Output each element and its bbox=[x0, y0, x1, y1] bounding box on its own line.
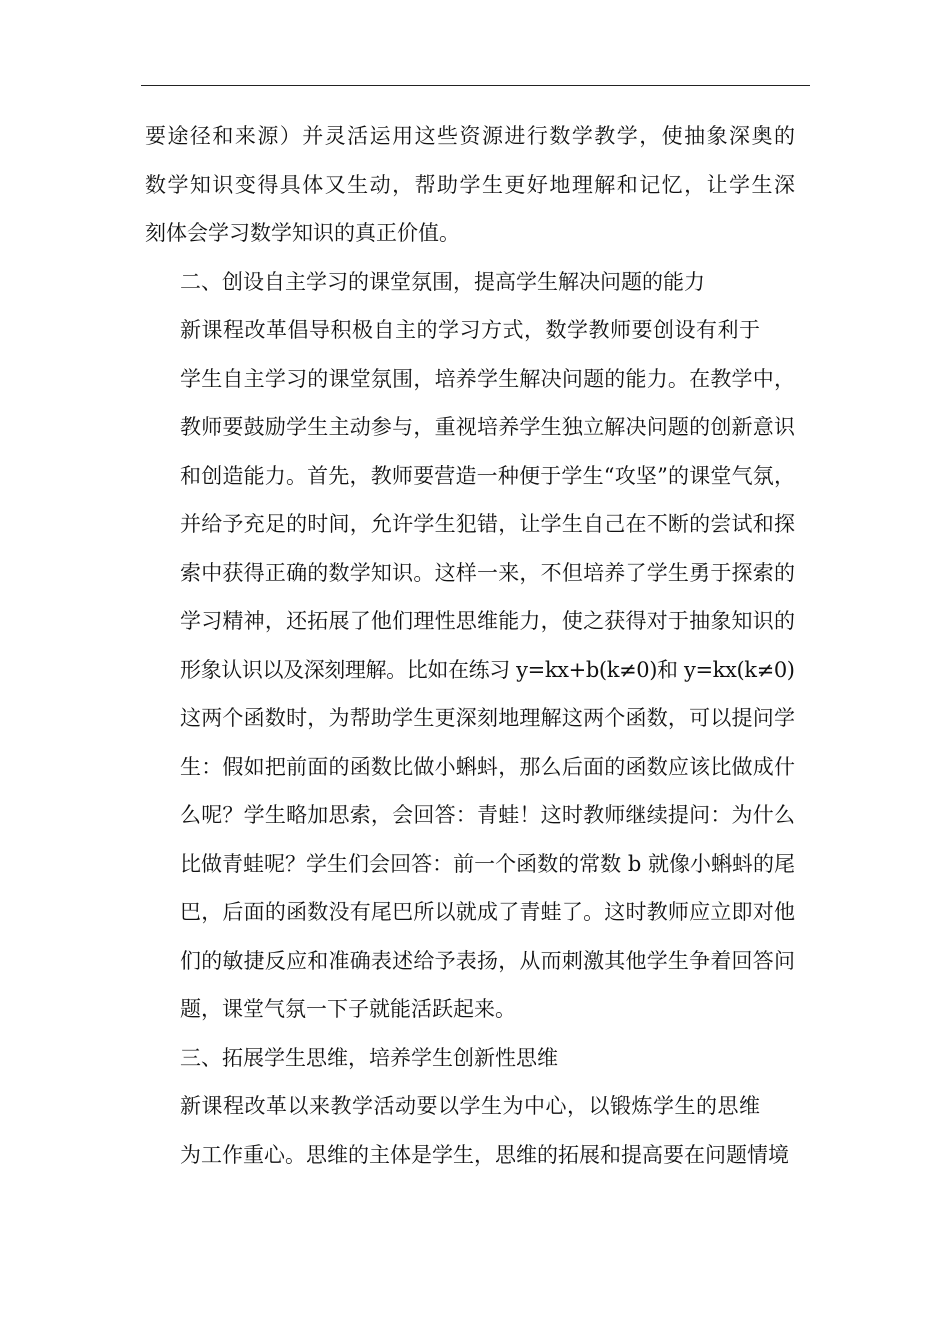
text-line: 新课程改革倡导积极自主的学习方式，数学教师要创设有利于 bbox=[180, 318, 761, 342]
text-line: 并给予充足的时间，允许学生犯错，让学生自己在不断的尝试和探 bbox=[180, 512, 796, 536]
text-line: 学生自主学习的课堂氛围，培养学生解决问题的能力。在教学中， bbox=[180, 366, 796, 391]
paragraph bbox=[145, 1082, 795, 1179]
section-heading bbox=[145, 1034, 795, 1083]
text-line: 学习精神，还拓展了他们理性思维能力，使之获得对于抽象知识的 bbox=[180, 609, 796, 633]
section-heading bbox=[145, 258, 795, 307]
text-line: 形象认识以及深刻理解。比如在练习 y=kx+b(k≠0)和 y=kx(k≠0) bbox=[180, 657, 795, 682]
text-line: 数学知识变得具体又生动，帮助学生更好地理解和记忆，让学生深 bbox=[145, 172, 797, 197]
text-line: 索中获得正确的数学知识。这样一来，不但培养了学生勇于探索的 bbox=[180, 560, 796, 585]
text-line: 刻体会学习数学知识的真正价值。 bbox=[145, 221, 460, 245]
text-line: 生：假如把前面的函数比做小蝌蚪，那么后面的函数应该比做成什 bbox=[180, 754, 796, 779]
text-line: 这两个函数时，为帮助学生更深刻地理解这两个函数，可以提问学 bbox=[180, 706, 796, 730]
text-line: 巴，后面的函数没有尾巴所以就成了青蛙了。这时教师应立即对他 bbox=[180, 900, 796, 924]
text-line: 比做青蛙呢？学生们会回答：前一个函数的常数 b 就像小蝌蚪的尾 bbox=[180, 851, 796, 876]
text-line: 教师要鼓励学生主动参与，重视培养学生独立解决问题的创新意识 bbox=[180, 415, 796, 439]
paragraph bbox=[145, 112, 795, 258]
text-line: 们的敏捷反应和准确表述给予表扬，从而刺激其他学生争着回答问 bbox=[180, 948, 796, 973]
document-body bbox=[145, 112, 795, 1179]
header-rule bbox=[141, 85, 810, 86]
text-line: 题，课堂气氛一下子就能活跃起来。 bbox=[180, 997, 516, 1021]
text-line: 和创造能力。首先，教师要营造一种便于学生“攻坚”的课堂气氛， bbox=[180, 463, 796, 488]
text-line: 新课程改革以来教学活动要以学生为中心，以锻炼学生的思维 bbox=[180, 1094, 761, 1118]
heading-text: 二、创设自主学习的课堂氛围，提高学生解决问题的能力 bbox=[180, 269, 705, 294]
text-line: 么呢？学生略加思索，会回答：青蛙！这时教师继续提问：为什么 bbox=[180, 803, 796, 827]
paragraph bbox=[145, 306, 795, 1034]
text-line: 要途径和来源）并灵活运用这些资源进行数学教学，使抽象深奥的 bbox=[145, 124, 797, 148]
text-line: 为工作重心。思维的主体是学生，思维的拓展和提高要在问题情境 bbox=[180, 1142, 789, 1167]
heading-text: 三、拓展学生思维，培养学生创新性思维 bbox=[180, 1045, 558, 1070]
